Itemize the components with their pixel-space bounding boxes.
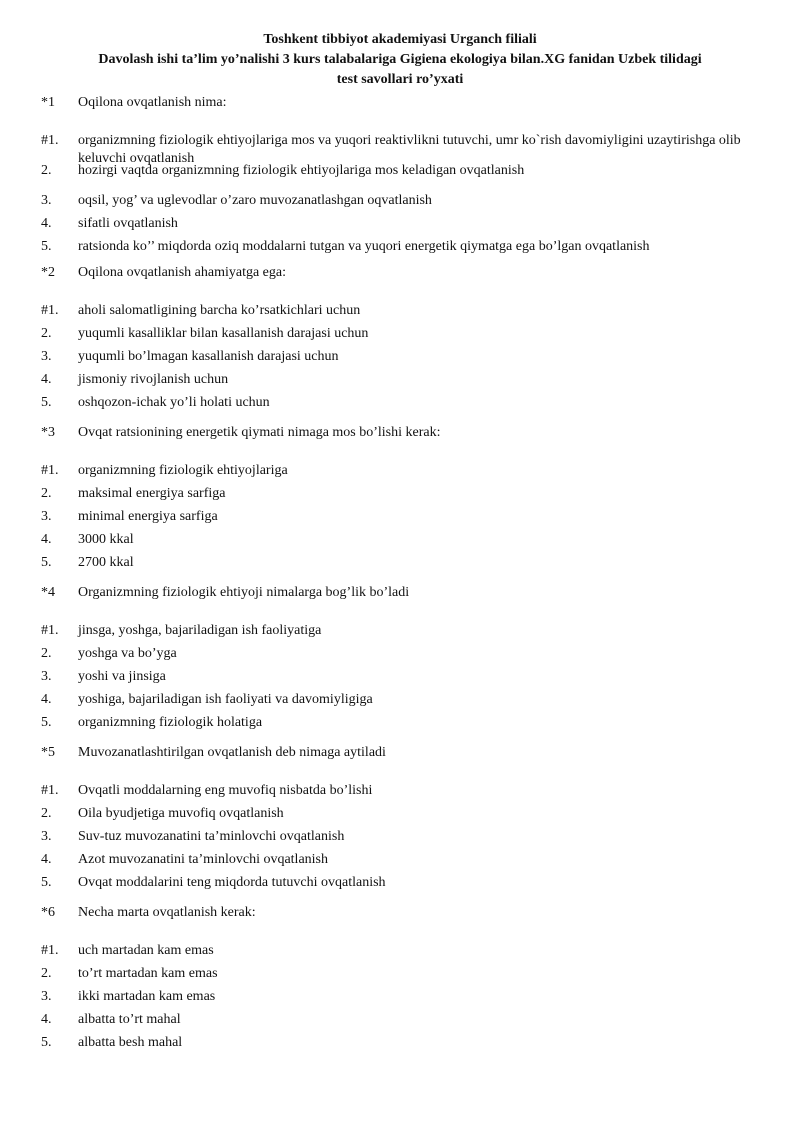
question-text: Necha marta ovqatlanish kerak: (78, 905, 256, 920)
answer-text: maksimal energiya sarfiga (78, 486, 226, 501)
answer-number: 3. (41, 509, 52, 524)
answer-text: oqsil, yog’ va uglevodlar o’zaro muvozanatlashgan oqvatlanish (78, 193, 432, 208)
answer-text: yuqumli bo’lmagan kasallanish darajasi uchun (78, 349, 339, 364)
answer-number: 3. (41, 349, 52, 364)
question-number: *6 (41, 905, 55, 920)
question-text: Ovqat ratsionining energetik qiymati nimaga mos bo’lishi kerak: (78, 425, 441, 440)
answer-number: 2. (41, 966, 52, 981)
answer-text: organizmning fiziologik ehtiyojlariga mos va yuqori reaktivlikni tutuvchi, umr ko`rish davomiyligini uzaytirishga olib keluvchi ovqatlanish (78, 133, 741, 166)
answer-number: #1. (41, 463, 59, 478)
header-title: test savollari ro’yxati (336, 72, 464, 87)
answer-text: organizmning fiziologik holatiga (78, 715, 263, 730)
answer-text: yoshiga, bajariladigan ish faoliyati va davomiyligiga (78, 692, 373, 707)
question-text: Muvozanatlashtirilgan ovqatlanish deb nimaga aytiladi (78, 745, 386, 760)
answer-text: Suv-tuz muvozanatini ta’minlovchi ovqatlanish (78, 829, 345, 844)
answer-number: 2. (41, 326, 52, 341)
question-text: Oqilona ovqatlanish nima: (78, 95, 227, 110)
question-number: *5 (41, 745, 55, 760)
answer-text: to’rt martadan kam emas (78, 966, 218, 981)
question-text: Oqilona ovqatlanish ahamiyatga ega: (78, 265, 286, 280)
answer-number: #1. (41, 943, 59, 958)
question-number: *4 (41, 585, 55, 600)
answer-number: 3. (41, 989, 52, 1004)
answer-text: minimal energiya sarfiga (78, 509, 218, 524)
answer-number: 2. (41, 486, 52, 501)
answer-number: 5. (41, 239, 52, 254)
answer-text: Ovqatli moddalarning eng muvofiq nisbatda bo’lishi (78, 783, 373, 798)
answer-text: albatta to’rt mahal (78, 1012, 181, 1027)
document-header (0, 30, 800, 90)
answer-text: 3000 kkal (78, 532, 134, 547)
question-number: *1 (41, 95, 55, 110)
answer-number: #1. (41, 623, 59, 638)
answer-number: #1. (41, 783, 59, 798)
answer-number: 2. (41, 806, 52, 821)
answer-text: aholi salomatligining barcha ko’rsatkichlari uchun (78, 303, 361, 318)
answer-number: 4. (41, 216, 52, 231)
answer-text: sifatli ovqatlanish (78, 216, 178, 231)
answer-text: jismoniy rivojlanish uchun (78, 372, 229, 387)
answer-number: 4. (41, 692, 52, 707)
answer-number: 5. (41, 395, 52, 410)
answer-text: albatta besh mahal (78, 1035, 183, 1050)
answer-number: 5. (41, 715, 52, 730)
answer-text: Azot muvozanatini ta’minlovchi ovqatlanish (78, 852, 328, 867)
answer-number: 5. (41, 555, 52, 570)
answer-number: 5. (41, 1035, 52, 1050)
question-number: *3 (41, 425, 55, 440)
question-text: Organizmning fiziologik ehtiyoji nimalarga bog’lik bo’ladi (78, 585, 410, 600)
answer-text: Oila byudjetiga muvofiq ovqatlanish (78, 806, 284, 821)
answer-text: 2700 kkal (78, 555, 134, 570)
answer-text: organizmning fiziologik ehtiyojlariga (78, 463, 288, 478)
answer-text: jinsga, yoshga, bajariladigan ish faoliyatiga (78, 623, 322, 638)
answer-text: yoshga va bo’yga (78, 646, 177, 661)
answer-text: yoshi va jinsiga (78, 669, 166, 684)
answer-number: 3. (41, 829, 52, 844)
answer-number: 3. (41, 193, 52, 208)
question-number: *2 (41, 265, 55, 280)
answer-number: 4. (41, 1012, 52, 1027)
header-institution: Toshkent tibbiyot akademiyasi Urganch filiali (263, 32, 537, 47)
answer-text: ratsionda ko’’ miqdorda oziq moddalarni tutgan va yuqori energetik qiymatga ega bo’lgan ovqatlanish (78, 239, 650, 254)
answer-number: 2. (41, 163, 52, 178)
answer-number: 4. (41, 532, 52, 547)
answer-number: 4. (41, 852, 52, 867)
answer-number: 3. (41, 669, 52, 684)
answer-number: 4. (41, 372, 52, 387)
answer-text: oshqozon-ichak yo’li holati uchun (78, 395, 270, 410)
answer-text: Ovqat moddalarini teng miqdorda tutuvchi ovqatlanish (78, 875, 386, 890)
answer-number: 2. (41, 646, 52, 661)
answer-number: #1. (41, 133, 59, 148)
answer-text: ikki martadan kam emas (78, 989, 216, 1004)
answer-text: hozirgi vaqtda organizmning fiziologik ehtiyojlariga mos keladigan ovqatlanish (78, 163, 525, 178)
header-course: Davolash ishi ta’lim yo’nalishi 3 kurs talabalariga Gigiena ekologiya bilan.XG fanidan Uzbek tilidagi (98, 52, 702, 67)
answer-number: 5. (41, 875, 52, 890)
answer-number: #1. (41, 303, 59, 318)
answer-text: yuqumli kasalliklar bilan kasallanish darajasi uchun (78, 326, 369, 341)
answer-text: uch martadan kam emas (78, 943, 214, 958)
